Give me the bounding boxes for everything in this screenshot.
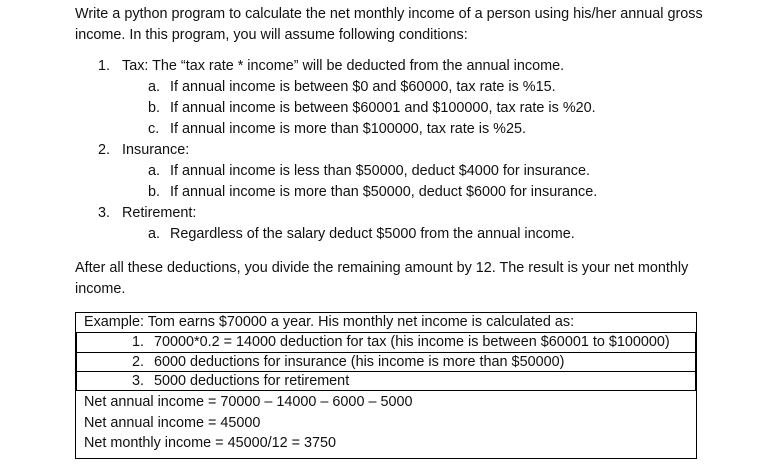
condition-title: Tax: The “tax rate * income” will be deducted from the annual income. bbox=[122, 58, 565, 74]
example-result bbox=[76, 434, 696, 454]
example-header: Example: Tom earns $70000 a year. His monthly net income is calculated as: bbox=[84, 314, 575, 330]
example-header-row bbox=[76, 313, 696, 332]
item-text: If annual income is less than $50000, deduct $4000 for insurance. bbox=[170, 163, 591, 179]
item-letter: b. bbox=[148, 184, 161, 200]
example-step bbox=[77, 333, 695, 352]
result-text: Net annual income = 45000 bbox=[84, 415, 261, 431]
item-letter: c. bbox=[148, 121, 160, 137]
item-letter: b. bbox=[148, 100, 161, 116]
item-text: If annual income is between $60001 and $100000, tax rate is %20. bbox=[170, 100, 596, 116]
condition-number: 1. bbox=[98, 58, 111, 74]
item-text: If annual income is more than $50000, deduct $6000 for insurance. bbox=[170, 184, 598, 200]
step-text: 6000 deductions for insurance (his income is more than $50000) bbox=[154, 354, 565, 370]
step-number: 1. bbox=[132, 334, 145, 350]
condition-number: 2. bbox=[98, 142, 111, 158]
example-step bbox=[77, 371, 695, 392]
result-text: Net monthly income = 45000/12 = 3750 bbox=[84, 435, 337, 451]
condition-title: Retirement: bbox=[122, 205, 197, 221]
item-text: If annual income is between $0 and $60000, tax rate is %15. bbox=[170, 79, 556, 95]
step-number: 3. bbox=[132, 373, 145, 389]
item-letter: a. bbox=[148, 226, 161, 242]
example-result bbox=[76, 414, 696, 434]
condition-number: 3. bbox=[98, 205, 111, 221]
step-number: 2. bbox=[132, 354, 145, 370]
intro-paragraph: Write a python program to calculate the net monthly income of a person using his/her annual gross income. In this program, you will assume following conditions: bbox=[75, 6, 703, 43]
item-letter: a. bbox=[148, 163, 161, 179]
example-box bbox=[75, 312, 697, 459]
item-text: Regardless of the salary deduct $5000 from the annual income. bbox=[170, 226, 575, 242]
after-paragraph: After all these deductions, you divide the remaining amount by 12. The result is your net monthly income. bbox=[75, 260, 689, 297]
item-letter: a. bbox=[148, 79, 161, 95]
example-step bbox=[77, 352, 695, 372]
result-text: Net annual income = 70000 – 14000 – 6000 – 5000 bbox=[84, 394, 413, 410]
item-text: If annual income is more than $100000, tax rate is %25. bbox=[170, 121, 526, 137]
condition-title: Insurance: bbox=[122, 142, 190, 158]
step-text: 5000 deductions for retirement bbox=[154, 373, 350, 389]
example-result bbox=[76, 393, 696, 413]
example-steps-box bbox=[76, 332, 696, 391]
step-text: 70000*0.2 = 14000 deduction for tax (his income is between $60001 to $100000) bbox=[154, 334, 670, 350]
